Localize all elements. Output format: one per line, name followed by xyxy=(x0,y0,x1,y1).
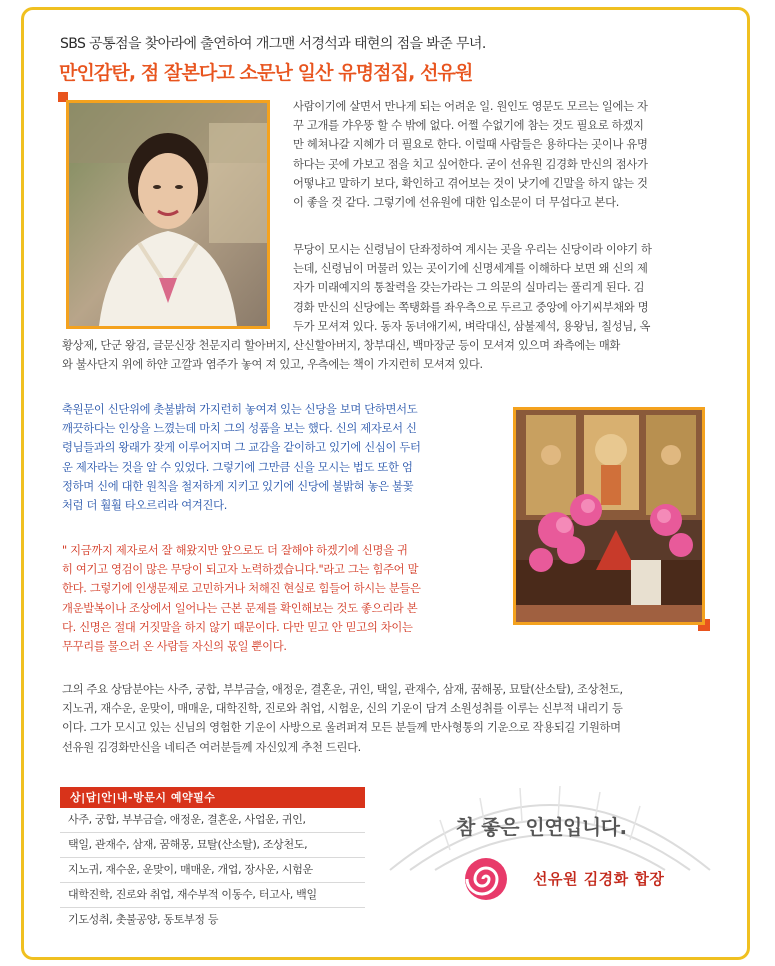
quote-line: 한다. 그렇기에 인생문제로 고민하거나 처해진 현실로 힘들어 하시는 분들은 xyxy=(62,582,421,596)
shrine-line: 무당이 모시는 신령님이 단좌정하여 계시는 곳을 우리는 신당이라 이야기 하 xyxy=(293,243,652,256)
blessing-paragraph xyxy=(62,400,494,515)
specialty-paragraph xyxy=(62,680,718,757)
blessing-line: 령님들과의 왕래가 잦게 이루어지며 그 교감을 같이하고 있기에 신심이 두터 xyxy=(62,441,421,455)
quote-line: 히 여기고 영검이 많은 무당이 되고자 노력하겠습니다."라고 그는 힘주어 말 xyxy=(62,563,419,577)
info-row: 사주, 궁합, 부부금슬, 애정운, 결혼운, 사업운, 귀인, xyxy=(60,808,365,833)
specialty-line: 이다. 그가 모시고 있는 신님의 영험한 기운이 사방으로 울려퍼져 모든 분들께 만사형통의 기운으로 작용되길 기원하며 xyxy=(62,721,621,735)
shrine-line: 두가 모셔져 있다. 동자 동녀애기씨, 벼락대신, 삼불제석, 용왕님, 칠성님, 옥 xyxy=(293,319,651,333)
portrait-photo xyxy=(66,100,270,329)
info-row: 지노귀, 재수운, 운맞이, 매매운, 개업, 장사운, 시험운 xyxy=(60,858,365,883)
intro-line: 하다는 곳에 가보고 점을 치고 싶어한다. 굳이 선유원 김경화 만신의 점사가 xyxy=(293,157,648,171)
intro-line: 사람이기에 살면서 만나게 되는 어려운 일. 원인도 영문도 모르는 일에는 자 xyxy=(293,100,648,113)
quote-line: 개운발복이나 조상에서 일어나는 근본 문제를 확인해보는 것도 좋으리라 본 xyxy=(62,601,418,615)
shrine-photo xyxy=(513,407,705,625)
specialty-line: 지노귀, 재수운, 운맞이, 매매운, 대학진학, 진로와 취업, 시험운, 신의 기운이 담겨 소원성취를 이루는 신부적 내리기 등 xyxy=(62,702,623,716)
blessing-line: 정하며 신에 대한 원칙을 철저하게 지키고 있기에 신당에 불밝혀 놓은 불꽃 xyxy=(62,479,414,493)
shrine-line: 자가 미래예지의 통찰력을 갖는가라는 그 의문의 실마리는 풀리게 된다. 김 xyxy=(293,281,645,295)
info-row: 기도성취, 촛불공양, 동토부정 등 xyxy=(68,913,219,926)
specialty-line: 그의 주요 상담분야는 사주, 궁합, 부부금슬, 애정운, 결혼운, 귀인, 택일, 관재수, 삼재, 꿈해몽, 묘탈(산소탈), 조상천도, xyxy=(62,683,623,696)
blessing-line: 운 제자라는 것을 알 수 있었다. 그렇기에 그만큼 신을 모시는 법도 또한 엄 xyxy=(62,460,413,474)
quote-line: 무꾸리를 물으러 온 사람들 자신의 몫일 뿐이다. xyxy=(62,640,287,654)
shrine-line: 와 불사단지 위에 하얀 고깔과 염주가 놓여 져 있고, 우측에는 책이 가지런히 모셔져 있다. xyxy=(62,358,483,372)
spiral-logo-icon xyxy=(463,856,509,902)
shrine-paragraph xyxy=(293,240,716,336)
info-box-heading: 상|담|안|내-방문시 예약필수 xyxy=(60,787,365,808)
quote-line: 다. 신명은 절대 거짓말을 하지 않기 때문이다. 다만 믿고 안 믿고의 차이는 xyxy=(62,620,413,634)
blessing-line: 처럼 더 훨훨 타오르리라 여겨진다. xyxy=(62,499,228,513)
blessing-line: 깨끗하다는 인상을 느꼈는데 마치 그의 성품을 보는 했다. 신의 제자로서 신 xyxy=(62,422,417,436)
shrine-line: 경화 만신의 신당에는 쪽탱화를 좌우측으로 두르고 중앙에 아기씨부채와 명 xyxy=(293,300,649,314)
intro-line: 이 좋을 것 같다. 그렇기에 선유원에 대한 입소문이 더 무섭다고 본다. xyxy=(293,196,620,210)
intro-paragraph xyxy=(293,97,716,212)
quote-paragraph xyxy=(62,541,494,656)
specialty-line: 선유원 김경화만신을 네티즌 여러분들께 자신있게 추천 드린다. xyxy=(62,740,361,754)
consultation-info-box xyxy=(60,787,365,930)
signature-text: 선유원 김경화 합장 xyxy=(533,870,665,888)
quote-line: " 지금까지 제자로서 잘 해왔지만 앞으로도 더 잘해야 하겠기에 신명을 귀 xyxy=(62,544,408,557)
intro-line: 어떻냐고 말하기 보다, 확인하고 겪어보는 것이 낫기에 긴말을 하지 않는 것 xyxy=(293,176,648,190)
intro-line: 만 헤쳐나갈 지혜가 더 필요로 한다. 이럴때 사람들은 용하다는 곳이나 유명 xyxy=(293,138,648,152)
article-title: 만인감탄, 점 잘본다고 소문난 일산 유명점집, 선유원 xyxy=(59,62,473,84)
info-row: 택일, 관재수, 삼재, 꿈해몽, 묘탈(산소탈), 조상천도, xyxy=(60,833,365,858)
slogan-text: 참 좋은 인연입니다. xyxy=(456,815,627,839)
shrine-paragraph-wide xyxy=(62,336,716,374)
article-subtitle: SBS 공통점을 찾아라에 출연하여 개그맨 서경석과 태현의 점을 봐준 무녀. xyxy=(60,36,486,52)
info-row: 대학진학, 진로와 취업, 재수부적 이동수, 터고사, 백일 xyxy=(60,883,365,908)
intro-line: 꾸 고개를 갸우뚱 할 수 밖에 없다. 어쩔 수없기에 참는 것도 필요로 하겠지 xyxy=(293,119,644,133)
shrine-line: 황상제, 단군 왕검, 글문신장 천문지리 할아버지, 산신할아버지, 창부대신, 백마장군 등이 모셔져 있으며 좌측에는 매화 xyxy=(62,339,621,352)
blessing-line: 축원문이 신단위에 촛불밝혀 가지런히 놓여져 있는 신당을 보며 단하면서도 xyxy=(62,403,418,416)
shrine-line: 는데, 신령님이 머물러 있는 곳이기에 신명세계를 이해하다 보면 왜 신의 제 xyxy=(293,262,648,276)
